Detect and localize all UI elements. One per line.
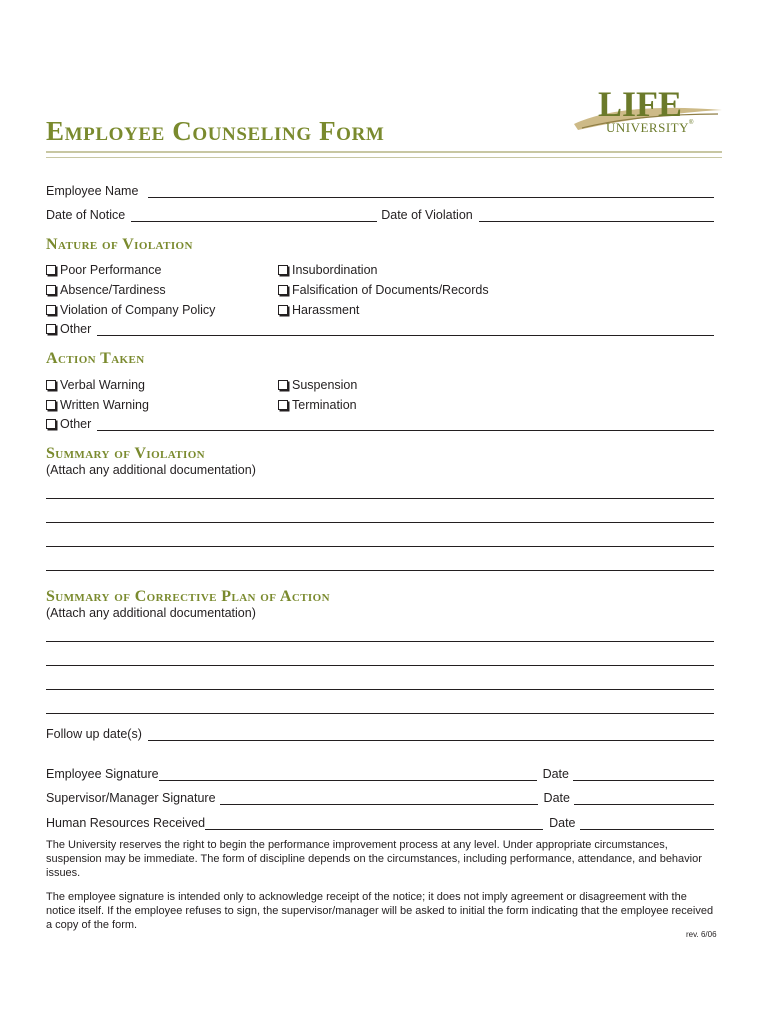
- checkbox-icon[interactable]: [278, 305, 288, 315]
- header-rule-thin: [46, 157, 722, 158]
- supervisor-signature-row: [46, 791, 714, 805]
- checkbox-label: Verbal Warning: [60, 378, 145, 392]
- checkbox-icon[interactable]: [46, 285, 56, 295]
- date-label: Date: [542, 767, 569, 781]
- checkbox-harassment[interactable]: [278, 303, 359, 317]
- follow-up-label: Follow up date(s): [46, 727, 142, 741]
- checkbox-label: Poor Performance: [60, 263, 162, 277]
- checkbox-violation-company-policy[interactable]: [46, 303, 215, 317]
- checkbox-icon[interactable]: [278, 265, 288, 275]
- action-other-field[interactable]: [97, 419, 714, 431]
- nature-other-field[interactable]: [97, 324, 714, 336]
- checkbox-suspension[interactable]: [278, 378, 357, 392]
- summary-corrective-plan-note: (Attach any additional documentation): [46, 606, 256, 620]
- checkbox-icon[interactable]: [46, 265, 56, 275]
- follow-up-row: [46, 727, 714, 741]
- checkbox-label: Falsification of Documents/Records: [292, 283, 489, 297]
- date-of-violation-label: Date of Violation: [381, 208, 473, 222]
- checkbox-label: Absence/Tardiness: [60, 283, 166, 297]
- disclaimer-paragraph-1: The University reserves the right to begin the performance improvement process at any level. Under appropriate circumstances, suspension may be immediate. The form of discipline depends on the circumstances, including performance, attendance, and behavior issues.: [46, 839, 702, 879]
- hr-received-field[interactable]: [205, 818, 543, 830]
- hr-received-label: Human Resources Received: [46, 816, 206, 830]
- checkbox-label: Written Warning: [60, 398, 149, 412]
- checkbox-termination[interactable]: [278, 398, 357, 412]
- corrective-plan-line[interactable]: [46, 641, 714, 642]
- date-label: Date: [549, 816, 576, 830]
- checkbox-label: Termination: [292, 398, 357, 412]
- corrective-plan-line[interactable]: [46, 713, 714, 714]
- checkbox-label: Harassment: [292, 303, 360, 317]
- logo-text-top: LIFE: [598, 84, 683, 124]
- summary-violation-line[interactable]: [46, 498, 714, 499]
- summary-violation-line[interactable]: [46, 570, 714, 571]
- registered-mark: ®: [689, 120, 694, 126]
- summary-of-violation-heading: Summary of Violation: [46, 445, 206, 462]
- action-other-row: [46, 417, 714, 431]
- nature-of-violation-heading: Nature of Violation: [46, 236, 193, 253]
- revision-note: rev. 6/06: [686, 930, 717, 939]
- checkbox-label: Other: [60, 417, 92, 431]
- summary-corrective-plan-heading: Summary of Corrective Plan of Action: [46, 588, 330, 605]
- checkbox-icon[interactable]: [278, 400, 288, 410]
- date-of-violation-field[interactable]: [479, 210, 714, 222]
- hr-received-row: [46, 816, 714, 830]
- header-rule-thick: [46, 151, 722, 153]
- follow-up-field[interactable]: [148, 729, 714, 741]
- checkbox-verbal-warning[interactable]: [46, 378, 145, 392]
- checkbox-icon[interactable]: [278, 380, 288, 390]
- checkbox-icon[interactable]: [278, 285, 288, 295]
- nature-other-row: [46, 322, 714, 336]
- employee-signature-row: [46, 767, 714, 781]
- employee-signature-date-field[interactable]: [573, 769, 714, 781]
- checkbox-absence-tardiness[interactable]: [46, 283, 166, 297]
- hr-received-date-field[interactable]: [580, 818, 714, 830]
- supervisor-signature-label: Supervisor/Manager Signature: [46, 791, 216, 805]
- checkbox-icon[interactable]: [46, 400, 56, 410]
- employee-name-label: Employee Name: [46, 184, 139, 198]
- checkbox-label: Suspension: [292, 378, 358, 392]
- employee-name-field[interactable]: [148, 186, 714, 198]
- checkbox-label: Other: [60, 322, 92, 336]
- action-taken-heading: Action Taken: [46, 350, 145, 367]
- dates-row: [46, 208, 714, 222]
- form-title: Employee Counseling Form: [46, 116, 385, 146]
- checkbox-poor-performance[interactable]: [46, 263, 161, 277]
- employee-signature-label: Employee Signature: [46, 767, 159, 781]
- checkbox-label: Violation of Company Policy: [60, 303, 216, 317]
- life-university-logo: [572, 84, 724, 140]
- summary-violation-line[interactable]: [46, 522, 714, 523]
- checkbox-icon[interactable]: [46, 419, 56, 429]
- logo-text-bottom: UNIVERSITY: [606, 120, 689, 135]
- checkbox-icon[interactable]: [46, 380, 56, 390]
- checkbox-icon[interactable]: [46, 324, 56, 334]
- checkbox-insubordination[interactable]: [278, 263, 377, 277]
- disclaimer-paragraph-2: The employee signature is intended only to acknowledge receipt of the notice; it does not imply agreement or disagreement with the notice itself. If the employee refuses to sign, the supervisor/manager will be asked to initial the form indicating that the employee received a copy of the form.: [46, 891, 714, 931]
- checkbox-falsification[interactable]: [278, 283, 489, 297]
- corrective-plan-line[interactable]: [46, 689, 714, 690]
- checkbox-nature-other[interactable]: [46, 322, 91, 336]
- summary-of-violation-note: (Attach any additional documentation): [46, 463, 256, 477]
- employee-name-row: [46, 184, 714, 198]
- supervisor-signature-field[interactable]: [220, 793, 538, 805]
- checkbox-written-warning[interactable]: [46, 398, 149, 412]
- corrective-plan-line[interactable]: [46, 665, 714, 666]
- employee-signature-field[interactable]: [159, 769, 537, 781]
- date-label: Date: [543, 791, 570, 805]
- checkbox-label: Insubordination: [292, 263, 378, 277]
- checkbox-action-other[interactable]: [46, 417, 91, 431]
- date-of-notice-label: Date of Notice: [46, 208, 126, 222]
- checkbox-icon[interactable]: [46, 305, 56, 315]
- date-of-notice-field[interactable]: [131, 210, 377, 222]
- supervisor-signature-date-field[interactable]: [574, 793, 714, 805]
- summary-violation-line[interactable]: [46, 546, 714, 547]
